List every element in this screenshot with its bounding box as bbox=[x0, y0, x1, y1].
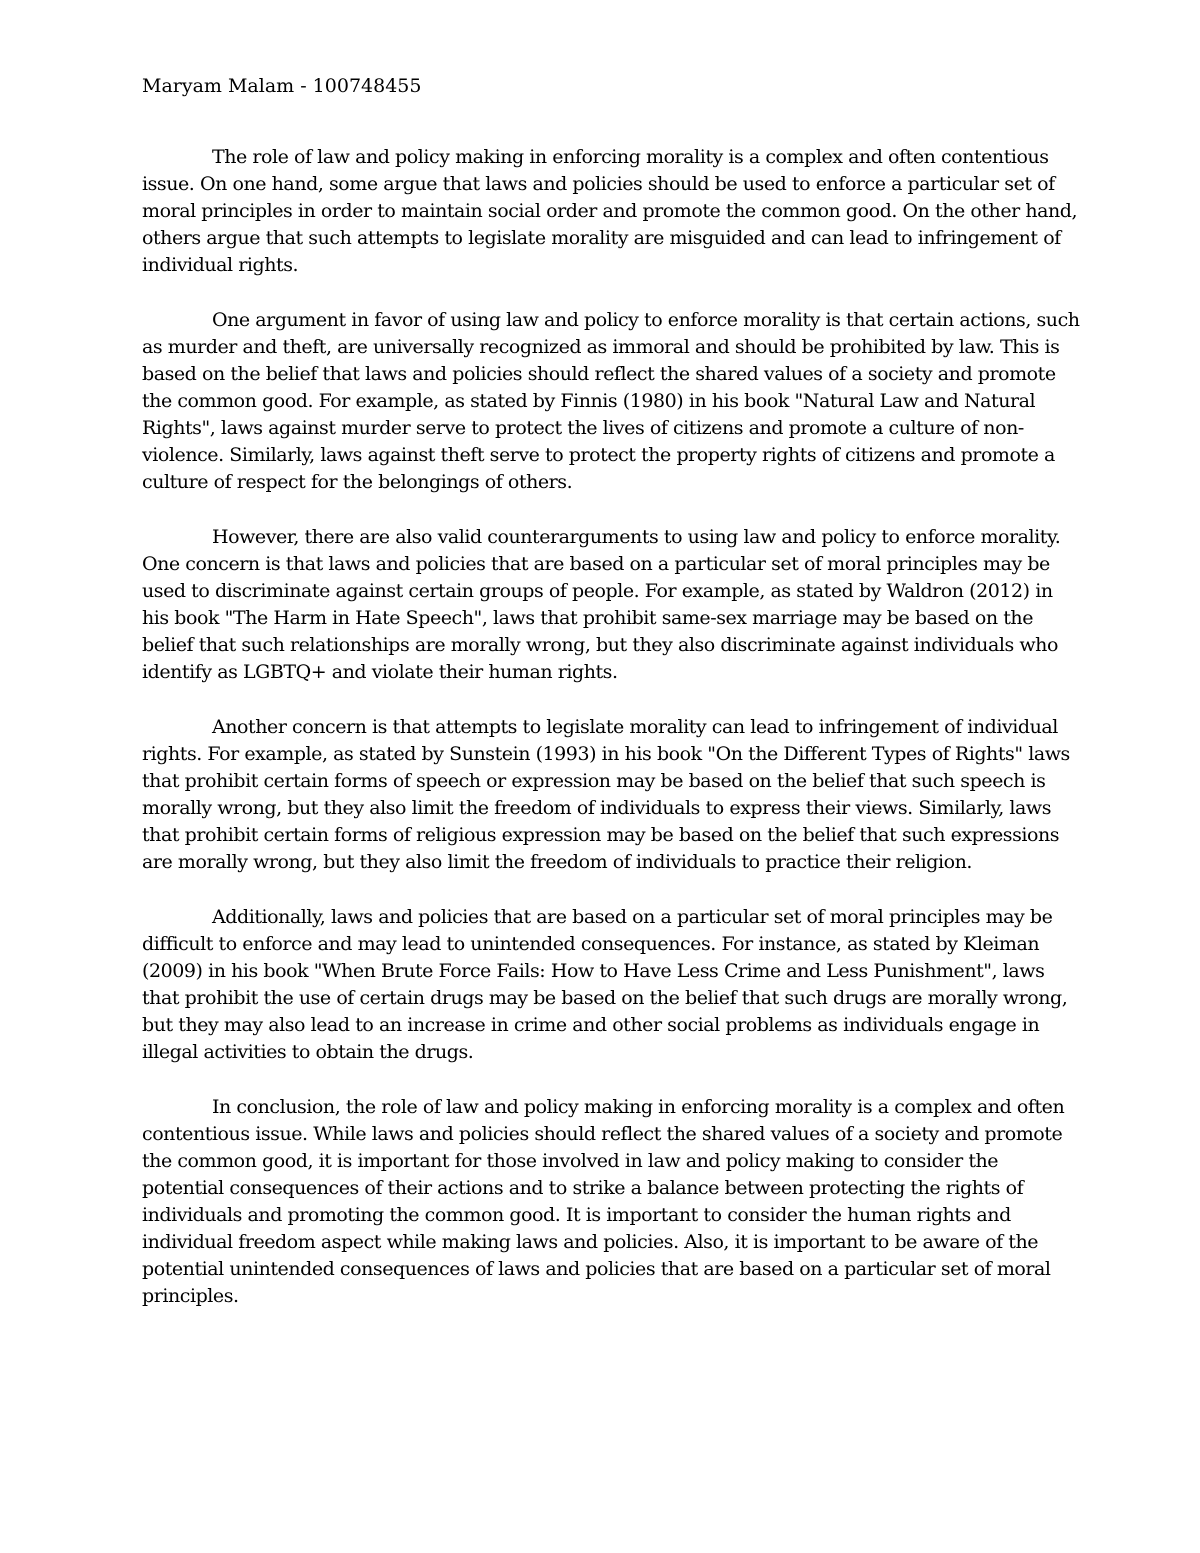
essay-body bbox=[142, 144, 1082, 1338]
paragraph-unintended-consequences: Additionally, laws and policies that are based on a particular set of moral principles may be difficult to enforce and may lead to unintended consequences. For instance, as stated by Kleiman (2009) in his book "When Brute Force Fails: How to Have Less Crime and Less Punishment", laws that prohibit the use of certain drugs may be based on the belief that such drugs are morally wrong, but they may also lead to an increase in crime and other social problems as individuals engage in illegal activities to obtain the drugs. bbox=[142, 906, 1068, 1063]
paragraph-introduction: The role of law and policy making in enforcing morality is a complex and often contentious issue. On one hand, some argue that laws and policies should be used to enforce a particular set of moral principles in order to maintain social order and promote the common good. On the other hand, others argue that such attempts to legislate morality are misguided and can lead to infringement of individual rights. bbox=[142, 146, 1078, 276]
paragraph-argument-in-favor: One argument in favor of using law and policy to enforce morality is that certain actions, such as murder and theft, are universally recognized as immoral and should be prohibited by law. This is based on the belief that laws and policies should reflect the shared values of a society and promote the common good. For example, as stated by Finnis (1980) in his book "Natural Law and Natural Rights", laws against murder serve to protect the lives of citizens and promote a culture of non-violence. Similarly, laws against theft serve to protect the property rights of citizens and promote a culture of respect for the belongings of others. bbox=[142, 309, 1080, 493]
paragraph-conclusion: In conclusion, the role of law and policy making in enforcing morality is a complex and often contentious issue. While laws and policies should reflect the shared values of a society and promote the common good, it is important for those involved in law and policy making to consider the potential consequences of their actions and to strike a balance between protecting the rights of individuals and promoting the common good. It is important to consider the human rights and individual freedom aspect while making laws and policies. Also, it is important to be aware of the potential unintended consequences of laws and policies that are based on a particular set of moral principles. bbox=[142, 1096, 1065, 1307]
author-header: Maryam Malam - 100748455 bbox=[142, 75, 422, 97]
paragraph-counterarguments: However, there are also valid counterarguments to using law and policy to enforce morality. One concern is that laws and policies that are based on a particular set of moral principles may be used to discriminate against certain groups of people. For example, as stated by Waldron (2012) in his book "The Harm in Hate Speech", laws that prohibit same-sex marriage may be based on the belief that such relationships are morally wrong, but they also discriminate against individuals who identify as LGBTQ+ and violate their human rights. bbox=[142, 526, 1061, 683]
paragraph-individual-rights: Another concern is that attempts to legislate morality can lead to infringement of individual rights. For example, as stated by Sunstein (1993) in his book "On the Different Types of Rights" laws that prohibit certain forms of speech or expression may be based on the belief that such speech is morally wrong, but they also limit the freedom of individuals to express their views. Similarly, laws that prohibit certain forms of religious expression may be based on the belief that such expressions are morally wrong, but they also limit the freedom of individuals to practice their religion. bbox=[142, 716, 1070, 873]
